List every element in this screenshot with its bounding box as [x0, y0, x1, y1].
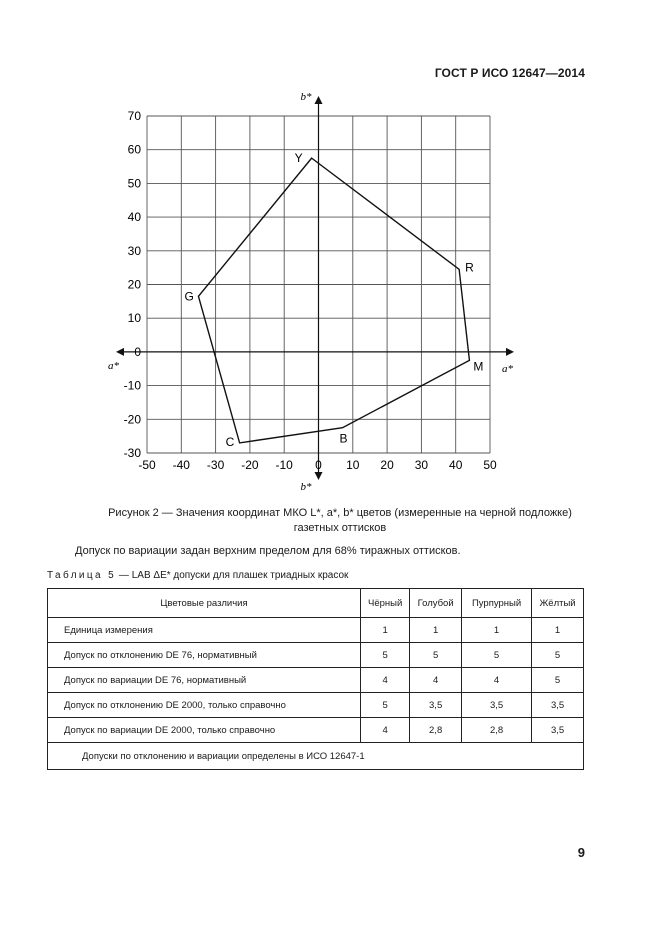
cell-value: 5 [532, 668, 584, 693]
y-axis-label-bottom: b* [300, 481, 312, 493]
x-tick-label: -20 [241, 458, 259, 472]
cell-value: 4 [361, 668, 410, 693]
header-cell-cyan: Голубой [410, 589, 462, 618]
point-label: R [465, 260, 474, 275]
tolerance-note: Допуск по вариации задан верхним пределом для 68% тиражных оттисков. [75, 545, 461, 557]
y-tick-label: 10 [127, 311, 141, 326]
x-axis-arrow-left [116, 348, 124, 356]
y-axis-arrow-up [315, 96, 323, 104]
cell-value: 5 [461, 643, 531, 668]
header-cell-black: Чёрный [361, 589, 410, 618]
x-tick-label: 0 [315, 458, 322, 472]
cell-value: 3,5 [532, 718, 584, 743]
cell-value: 5 [361, 643, 410, 668]
chart-tick-labels [124, 109, 497, 472]
row-name: Допуск по вариации DE 76, нормативный [48, 668, 361, 693]
cell-value: 1 [361, 618, 410, 643]
page-number: 9 [577, 845, 585, 860]
x-tick-label: -50 [138, 458, 156, 472]
y-tick-label: -30 [123, 446, 141, 460]
x-tick-label: 30 [414, 458, 429, 472]
x-tick-label: 40 [449, 458, 463, 472]
x-tick-label: 20 [380, 458, 394, 472]
gamut-polygon [198, 158, 469, 443]
tolerance-table [47, 588, 584, 770]
table-row [48, 668, 584, 693]
cell-value: 1 [461, 618, 531, 643]
cell-value: 5 [410, 643, 462, 668]
cell-value: 5 [361, 693, 410, 718]
table-row [48, 643, 584, 668]
table-row [48, 618, 584, 643]
row-name: Допуск по отклонению DE 2000, только справочно [48, 693, 361, 718]
table-title [47, 570, 348, 581]
table-footer-note: Допуски по отклонению и вариации определены в ИСО 12647-1 [48, 743, 584, 770]
document-id: ГОСТ Р ИСО 12647—2014 [434, 66, 585, 80]
cell-value: 4 [461, 668, 531, 693]
x-axis-label: a* [502, 362, 513, 375]
table-row [48, 718, 584, 743]
y-tick-label: 20 [127, 277, 141, 292]
x-tick-label: -10 [275, 458, 293, 472]
point-label: C [225, 434, 235, 449]
cell-value: 3,5 [410, 693, 462, 718]
row-name: Допуск по отклонению DE 76, нормативный [48, 643, 361, 668]
row-name: Допуск по вариации DE 2000, только справочно [48, 718, 361, 743]
table-title-label: Таблица 5 [47, 570, 117, 581]
table-header-row [48, 589, 584, 618]
table-footer-row [48, 743, 584, 770]
table-row [48, 693, 584, 718]
x-tick-label: 10 [346, 458, 360, 472]
cell-value: 1 [532, 618, 584, 643]
y-tick-label: 0 [134, 344, 141, 359]
y-tick-label: 50 [127, 176, 141, 191]
chart-polygon [198, 158, 469, 443]
cell-value: 3,5 [461, 693, 531, 718]
cell-value: 5 [532, 643, 584, 668]
figure-caption [60, 506, 620, 536]
caption-line-1: Рисунок 2 — Значения координат МКО L*, a*, b* цветов (измеренные на черной подложке) [108, 507, 572, 519]
cell-value: 2,8 [461, 718, 531, 743]
row-name: Единица измерения [48, 618, 361, 643]
caption-line-2: газетных оттисков [293, 522, 387, 534]
point-label: M [473, 359, 484, 374]
point-label: B [339, 431, 348, 446]
cell-value: 2,8 [410, 718, 462, 743]
cell-value: 1 [410, 618, 462, 643]
x-tick-label: -40 [172, 458, 190, 472]
x-axis-label-left: a* [108, 359, 119, 372]
cell-value: 4 [361, 718, 410, 743]
y-tick-label: -10 [123, 378, 141, 393]
y-tick-label: 30 [127, 243, 141, 258]
table-title-rest: — LAB ΔE* допуски для плашек триадных красок [116, 570, 349, 581]
header-cell-yellow: Жёлтый [532, 589, 584, 618]
y-tick-label: 40 [127, 210, 141, 225]
x-tick-label: 50 [483, 458, 497, 472]
header-cell-magenta: Пурпурный [461, 589, 531, 618]
y-axis-arrow-down [315, 472, 323, 480]
y-tick-label: -20 [123, 412, 141, 427]
cell-value: 3,5 [532, 693, 584, 718]
x-axis-arrow-right [506, 348, 514, 356]
cell-value: 4 [410, 668, 462, 693]
y-axis-label: b* [300, 91, 312, 103]
x-tick-label: -30 [206, 458, 225, 472]
point-label: Y [294, 151, 303, 166]
header-cell-differences: Цветовые различия [48, 589, 361, 618]
y-tick-label: 60 [127, 142, 141, 157]
y-tick-label: 70 [127, 109, 141, 123]
point-label: G [184, 289, 194, 304]
